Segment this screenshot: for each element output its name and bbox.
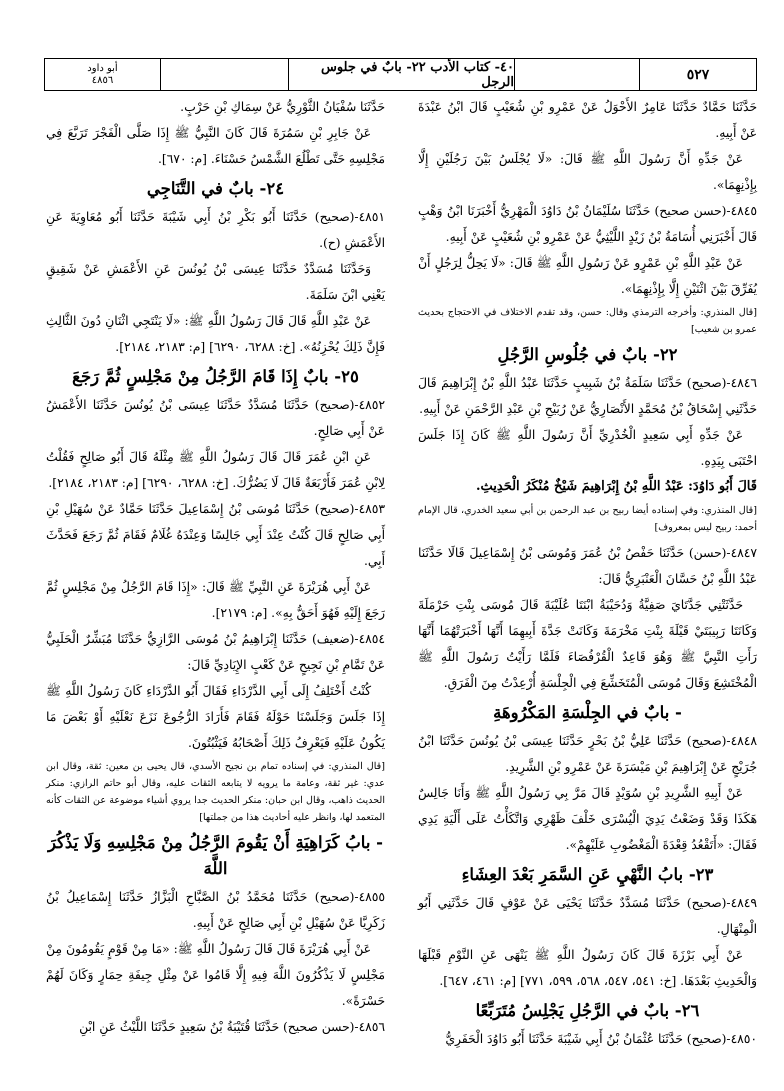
chapter-heading: ٢٣- بابُ النَّهْيِ عَنِ السَّمَرِ بَعْدَ العِشَاءِ [461, 865, 714, 884]
hadith-paragraph: ٤٨٥٦-(حسن صحيح) حَدَّثَنَا قُتَيْبَةُ بْنُ سَعِيدٍ حَدَّثَنَا اللَّيْثُ عَنِ ابْنِ [79, 1020, 385, 1034]
hadith-paragraph: حَدَّثَنَا سُفْيَانُ الثَّوْرِيُّ عَنْ سِمَاكِ بْنِ حَرْبٍ. [180, 100, 385, 114]
hadith-paragraph: حَدَّثَتْنِي جَدَّتَايَ صَفِيَّةُ وَدُحَيْبَةُ ابْنَتَا عُلَيْبَةَ قَالَ مُوسَى بِنْتِ حَرْمَلَةَ وَكَانَتَا رَبِيبَتَيْ قَيْلَةَ بِنْتِ مَخْرَمَةَ وَكَانَتْ جَدَّةَ أَبِيهِمَا أَنَّهَا أَخْبَرَتْهُمَا أَنَّهَا رَأَتِ النَّبِيَّ ﷺ وَهُوَ قَاعِدٌ الْقُرْفُصَاءَ فَلَمَّا رَأَيْتُ رَسُولَ اللَّهِ ﷺ الْمُخْتَشِعَ وَقَالَ مُوسَى الْمُتَخَشِّعَ فِي الْجِلْسَةِ أُرْعِدْتُ مِنَ الْفَرَقِ. [418, 598, 757, 690]
chapter-heading: ٢٦- بابٌ في الرَّجُلِ يَجْلِسُ مُتَرَبِّعًا [475, 1001, 700, 1020]
hadith-paragraph: ٤٨٤٦-(صحيح) حَدَّثَنَا سَلَمَةُ بْنُ شَبِيبٍ حَدَّثَنَا عَبْدُ اللَّهِ بْنُ إِبْرَاهِيمَ قَالَ حَدَّثَنِي إِسْحَاقُ بْنُ مُحَمَّدٍ الأَنْصَارِيُّ عَنْ رُبَيْحِ بْنِ عَبْدِ الرَّحْمَنِ عَنْ أَبِيهِ. [418, 376, 757, 416]
chapter-heading: - بابُ كَرَاهِيَةِ أَنْ يَقُومَ الرَّجُلُ مِنْ مَجْلِسِهِ وَلَا يَذْكُرَ اللَّهَ [47, 833, 384, 878]
hadith-paragraph: ٤٨٤٥-(حسن صحيح) حَدَّثَنَا سُلَيْمَانُ بْنُ دَاوُدَ الْمَهْرِيُّ أَخْبَرَنَا ابْنُ وَهْبٍ قَالَ أَخْبَرَنِي أُسَامَةُ بْنُ زَيْدٍ اللَّيْثِيُّ عَنْ عَمْرِو بْنِ شُعَيْبٍ عَنْ أَبِيهِ. [418, 204, 757, 244]
header-title: ٤٠- كتاب الأدب ٢٢- بابٌ في جلوس الرجل [289, 59, 515, 90]
chapter-heading: - بابٌ في الجِلْسَةِ المَكْرُوهَةِ [493, 703, 682, 722]
hadith-paragraph: ٤٨٥٢-(صحيح) حَدَّثَنَا مُسَدَّدٌ حَدَّثَنَا عِيسَى بْنُ يُونُسَ حَدَّثَنَا الأَعْمَشُ عَنْ أَبِي صَالِحٍ. [46, 398, 385, 438]
hadith-paragraph: عَنِ ابْنِ عُمَرَ قَالَ قَالَ رَسُولُ اللَّهِ ﷺ مِثْلَهُ قَالَ أَبُو صَالِحٍ فَقُلْتُ لِابْنِ عُمَرَ فَأَرْبَعَةٌ قَالَ لَا يَضُرُّكَ. [خ: ٦٢٨٨، ٦٢٩٠] [م: ٢١٨٣، ٢١٨٤]. [46, 450, 385, 490]
hadith-paragraph: ٤٨٤٩-(صحيح) حَدَّثَنَا مُسَدَّدٌ حَدَّثَنَا يَحْيَى عَنْ عَوْفٍ قَالَ حَدَّثَنِي أَبُو الْمِنْهَالِ. [418, 896, 757, 936]
hadith-paragraph: ٤٨٥٣-(صحيح) حَدَّثَنَا مُوسَى بْنُ إِسْمَاعِيلَ حَدَّثَنَا حَمَّادٌ عَنْ سُهَيْلِ بْنِ أَبِي صَالِحٍ قَالَ كُنْتُ عِنْدَ أَبِي جَالِسًا وَعِنْدَهُ غُلَامٌ فَقَامَ ثُمَّ رَجَعَ فَحَدَّثَ أَبِي. [46, 502, 385, 568]
right-column [418, 94, 757, 1052]
hadith-paragraph: ٤٨٥٠-(صحيح) حَدَّثَنَا عُثْمَانُ بْنُ أَبِي شَيْبَةَ حَدَّثَنَا أَبُو دَاوُدَ الْحَفَرِيُّ [445, 1032, 757, 1046]
hadith-paragraph: وَحَدَّثَنَا مُسَدَّدٌ حَدَّثَنَا عِيسَى بْنُ يُونُسَ عَنِ الأَعْمَشِ عَنْ شَقِيقٍ يَعْنِي ابْنَ سَلَمَةَ. [46, 262, 385, 302]
hadith-paragraph: عَنْ أَبِي هُرَيْرَةَ قَالَ قَالَ رَسُولُ اللَّهِ ﷺ: «مَا مِنْ قَوْمٍ يَقُومُونَ مِنْ مَجْلِسٍ لَا يَذْكُرُونَ اللَّهَ فِيهِ إِلَّا قَامُوا عَنْ مِثْلِ جِيفَةِ حِمَارٍ وَكَانَ لَهُمْ حَسْرَةً». [46, 942, 385, 1008]
hadith-paragraph: كُنْتُ أَخْتَلِفُ إِلَى أَبِي الدَّرْدَاءِ فَقَالَ أَبُو الدَّرْدَاءِ كَانَ رَسُولُ اللَّهِ ﷺ إِذَا جَلَسَ وَجَلَسْنَا حَوْلَهُ فَقَامَ فَأَرَادَ الرُّجُوعَ نَزَعَ نَعْلَيْهِ أَوْ بَعْضَ مَا يَكُونُ عَلَيْهِ فَيَعْرِفُ ذَلِكَ أَصْحَابُهُ فَيَثْبُتُونَ. [46, 684, 385, 750]
footnote: [قال المنذري: وفي إسناده أيضا ربيح بن عبد الرحمن بن أبي سعيد الخدري، قال الإمام أحمد: ربيح ليس بمعروف] [418, 505, 757, 533]
hadith-paragraph: عَنْ عَبْدِ اللَّهِ بْنِ عَمْرٍو عَنْ رَسُولِ اللَّهِ ﷺ قَالَ: «لَا يَحِلُّ لِرَجُلٍ أَنْ يُفَرِّقَ بَيْنَ اثْنَيْنِ إِلَّا بِإِذْنِهِمَا». [418, 256, 757, 296]
hadith-paragraph: ٤٨٥٤-(ضعيف) حَدَّثَنَا إِبْرَاهِيمُ بْنُ مُوسَى الرَّازِيُّ حَدَّثَنَا مُبَشِّرٌ الْحَلَبِيُّ عَنْ تَمَّامِ بْنِ نَجِيحٍ عَنْ كَعْبٍ الإِيَادِيِّ قَالَ: [46, 632, 385, 672]
hadith-paragraph: قَالَ أَبُو دَاوُدَ: عَبْدُ اللَّهِ بْنُ إِبْرَاهِيمَ شَيْخٌ مُنْكَرُ الْحَدِيثِ. [475, 479, 757, 494]
hadith-paragraph: ٤٨٤٨-(صحيح) حَدَّثَنَا عَلِيُّ بْنُ بَحْرٍ حَدَّثَنَا عِيسَى بْنُ يُونُسَ حَدَّثَنَا ابْنُ جُرَيْجٍ عَنْ إِبْرَاهِيمَ بْنِ مَيْسَرَةَ عَنْ عَمْرِو بْنِ الشَّرِيدِ. [418, 734, 757, 774]
hadith-paragraph: حَدَّثَنَا حَمَّادٌ حَدَّثَنَا عَامِرٌ الأَحْوَلُ عَنْ عَمْرِو بْنِ شُعَيْبٍ قَالَ ابْنُ عَبْدَةَ عَنْ أَبِيهِ. [418, 100, 757, 140]
chapter-heading: ٢٤- بابٌ في التَّنَاجِي [146, 179, 285, 198]
running-header [44, 58, 757, 91]
hadith-paragraph: عَنْ جَابِرِ بْنِ سَمُرَةَ قَالَ كَانَ النَّبِيُّ ﷺ إِذَا صَلَّى الْفَجْرَ تَرَبَّعَ فِي مَجْلِسِهِ حَتَّى تَطْلُعَ الشَّمْسُ حَسْنَاءَ. [م: ٦٧٠]. [46, 126, 385, 166]
left-column [46, 94, 385, 1040]
hadith-paragraph: عَنْ أَبِي بَرْزَةَ قَالَ كَانَ رَسُولُ اللَّهِ ﷺ يَنْهَى عَنِ النَّوْمِ قَبْلَهَا وَالْحَدِيثِ بَعْدَهَا. [خ: ٥٤١، ٥٤٧، ٥٦٨، ٥٩٩، ٧٧١] [م: ٤٦١، ٦٤٧]. [418, 948, 757, 988]
footnote: [قال المنذري: وأخرجه الترمذي وقال: حسن، وقد تقدم الاختلاف في الاحتجاج بحديث عمرو بن شعيب] [418, 307, 757, 335]
header-spacer-left [161, 59, 289, 90]
hadith-paragraph: عَنْ عَبْدِ اللَّهِ قَالَ قَالَ رَسُولُ اللَّهِ ﷺ: «لَا يَنْتَجِي اثْنَانِ دُونَ الثَّالِثِ فَإِنَّ ذَلِكَ يُحْزِنُهُ». [خ: ٦٢٨٨، ٦٢٩٠] [م: ٢١٨٣، ٢١٨٤]. [46, 314, 385, 354]
chapter-heading: ٢٥- بابٌ إِذَا قَامَ الرَّجُلُ مِنْ مَجْلِسٍ ثُمَّ رَجَعَ [72, 367, 359, 386]
hadith-paragraph: عَنْ أَبِيهِ الشَّرِيدِ بْنِ سُوَيْدٍ قَالَ مَرَّ بِي رَسُولُ اللَّهِ ﷺ وَأَنَا جَالِسٌ هَكَذَا وَقَدْ وَضَعْتُ يَدِيَ الْيُسْرَى خَلْفَ ظَهْرِي وَاتَّكَأْتُ عَلَى أَلْيَةِ يَدِي فَقَالَ: «أَتَقْعُدُ قِعْدَةَ الْمَغْضُوبِ عَلَيْهِمْ». [418, 786, 757, 852]
chapter-heading: ٢٢- بابٌ في جُلُوسِ الرَّجُلِ [497, 345, 678, 364]
hadith-paragraph: عَنْ أَبِي هُرَيْرَةَ عَنِ النَّبِيِّ ﷺ قَالَ: «إِذَا قَامَ الرَّجُلُ مِنْ مَجْلِسٍ ثُمَّ رَجَعَ إِلَيْهِ فَهُوَ أَحَقُّ بِهِ». [م: ٢١٧٩]. [46, 580, 385, 620]
source-reference [45, 59, 161, 90]
hadith-paragraph: ٤٨٥٥-(صحيح) حَدَّثَنَا مُحَمَّدُ بْنُ الصَّبَّاحِ الْبَزَّازُ حَدَّثَنَا إِسْمَاعِيلُ بْنُ زَكَرِيَّا عَنْ سُهَيْلِ بْنِ أَبِي صَالِحٍ عَنْ أَبِيهِ. [46, 890, 385, 930]
page-number: ٥٢٧ [686, 66, 710, 83]
hadith-paragraph: ٤٨٤٧-(حسن) حَدَّثَنَا حَفْصُ بْنُ عُمَرَ وَمُوسَى بْنُ إِسْمَاعِيلَ قَالَا حَدَّثَنَا عَبْدُ اللَّهِ بْنُ حَسَّانَ الْعَنْبَرِيُّ قَالَ: [418, 546, 757, 586]
header-spacer-right [515, 59, 640, 90]
hadith-paragraph: عَنْ جَدِّهِ أَنَّ رَسُولَ اللَّهِ ﷺ قَالَ: «لَا يُجْلَسُ بَيْنَ رَجُلَيْنِ إِلَّا بِإِذْنِهِمَا». [418, 152, 757, 192]
source-hadith-number: ٤٨٥٦ [91, 74, 114, 86]
footnote: [قال المنذري: في إسناده تمام بن نجيح الأسدي، قال يحيى بن معين: ثقة، وقال ابن عدي: غير ثقة، وعامة ما يرويه لا يتابعه الثقات عليه، وقال أبو حاتم الرازي: منكر الحديث ذاهب، وقال ابن حبان: منكر الحديث جدا يروي أشياء موضوعة عن الثقات كأنه المتعمد لها، وانظر عليه أحاديث هذا من جملتها] [46, 761, 385, 823]
hadith-paragraph: ٤٨٥١-(صحيح) حَدَّثَنَا أَبُو بَكْرِ بْنُ أَبِي شَيْبَةَ حَدَّثَنَا أَبُو مُعَاوِيَةَ عَنِ الأَعْمَشِ (ح). [46, 210, 385, 250]
hadith-paragraph: عَنْ جَدِّهِ أَبِي سَعِيدٍ الْخُدْرِيِّ أَنَّ رَسُولَ اللَّهِ ﷺ كَانَ إِذَا جَلَسَ احْتَبَى بِيَدِهِ. [418, 428, 757, 468]
source-book: أبو داود [87, 62, 118, 74]
